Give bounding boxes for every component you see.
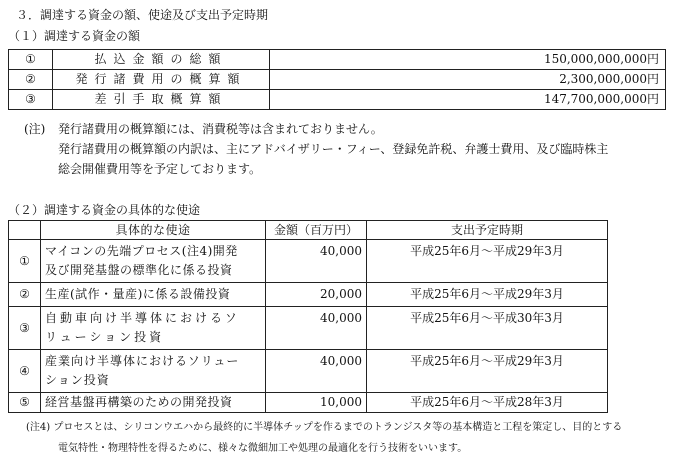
usage-desc	[41, 393, 266, 413]
amount-num: ③	[9, 90, 53, 110]
usage-table	[8, 220, 608, 413]
amount-row	[9, 90, 666, 110]
amount-value: 147,700,000,000円	[270, 90, 666, 110]
usage-num: ④	[9, 350, 41, 393]
amount-label: 差引手取概算額	[53, 90, 270, 110]
header-amount: 金額（百万円）	[266, 221, 367, 240]
usage-period: 平成25年6月～平成29年3月	[367, 240, 608, 283]
usage-row	[9, 307, 608, 350]
usage-num: ②	[9, 283, 41, 307]
usage-amount: 40,000	[266, 240, 367, 283]
header-num	[9, 221, 41, 240]
usage-desc-line: 自動車向け半導体におけるソ	[45, 311, 240, 325]
amount-label: 払込金額の総額	[53, 50, 270, 70]
amount-value: 150,000,000,000円	[270, 50, 666, 70]
usage-desc-line: 及び開発基盤の標準化に係る投資	[45, 263, 233, 277]
usage-desc-line: 生産(試作・量産)に係る設備投資	[45, 287, 231, 301]
subsection-1-title: （１）調達する資金の額	[8, 29, 141, 43]
amount-row	[9, 70, 666, 90]
usage-amount: 20,000	[266, 283, 367, 307]
usage-desc-line: 経営基盤再構築のための開発投資	[45, 395, 233, 409]
usage-header-row	[9, 221, 608, 240]
usage-desc-line: リューション投資	[45, 330, 165, 344]
usage-num: ①	[9, 240, 41, 283]
usage-amount: 40,000	[266, 307, 367, 350]
usage-period: 平成25年6月～平成29年3月	[367, 350, 608, 393]
header-use: 具体的な使途	[41, 221, 266, 240]
usage-desc	[41, 283, 266, 307]
section-title: ３．調達する資金の額、使途及び支出予定時期	[16, 8, 269, 22]
usage-row	[9, 393, 608, 413]
usage-desc-line: ション投資	[45, 373, 110, 387]
note1-prefix: (注)	[24, 122, 46, 136]
usage-desc-line: マイコンの先端プロセス(注4)開発	[45, 244, 238, 258]
usage-period: 平成25年6月～平成30年3月	[367, 307, 608, 350]
note1-line3: 総会開催費用等を予定しております。	[58, 162, 262, 176]
usage-row	[9, 350, 608, 393]
amount-label: 発行諸費用の概算額	[53, 70, 270, 90]
usage-row	[9, 283, 608, 307]
usage-amount: 40,000	[266, 350, 367, 393]
note4-line2: 電気特性・物理特性を得るために、様々な微細加工や処理の最適化を行う技術をいいます。	[58, 443, 468, 454]
note4-line1: (注4) プロセスとは、シリコンウエハから最終的に半導体チップを作るまでのトランジスタ等の基本構造と工程を策定し、目的とする	[26, 422, 623, 433]
usage-amount: 10,000	[266, 393, 367, 413]
amount-value: 2,300,000,000円	[270, 70, 666, 90]
amounts-table	[8, 49, 666, 110]
amount-num: ②	[9, 70, 53, 90]
usage-row	[9, 240, 608, 283]
subsection-2-title: （２）調達する資金の具体的な使途	[8, 203, 201, 217]
usage-desc-line: 産業向け半導体におけるソリュー	[45, 354, 240, 368]
header-period: 支出予定時期	[367, 221, 608, 240]
usage-desc	[41, 240, 266, 283]
usage-period: 平成25年6月～平成28年3月	[367, 393, 608, 413]
note1-line2: 発行諸費用の概算額の内訳は、主にアドバイザリー・フィー、登録免許税、弁護士費用、及び臨時株主	[58, 142, 609, 156]
usage-desc	[41, 307, 266, 350]
usage-desc	[41, 350, 266, 393]
usage-num: ⑤	[9, 393, 41, 413]
amount-row	[9, 50, 666, 70]
amount-num: ①	[9, 50, 53, 70]
usage-period: 平成25年6月～平成29年3月	[367, 283, 608, 307]
usage-num: ③	[9, 307, 41, 350]
note1-line1: 発行諸費用の概算額には、消費税等は含まれておりません。	[58, 122, 383, 136]
